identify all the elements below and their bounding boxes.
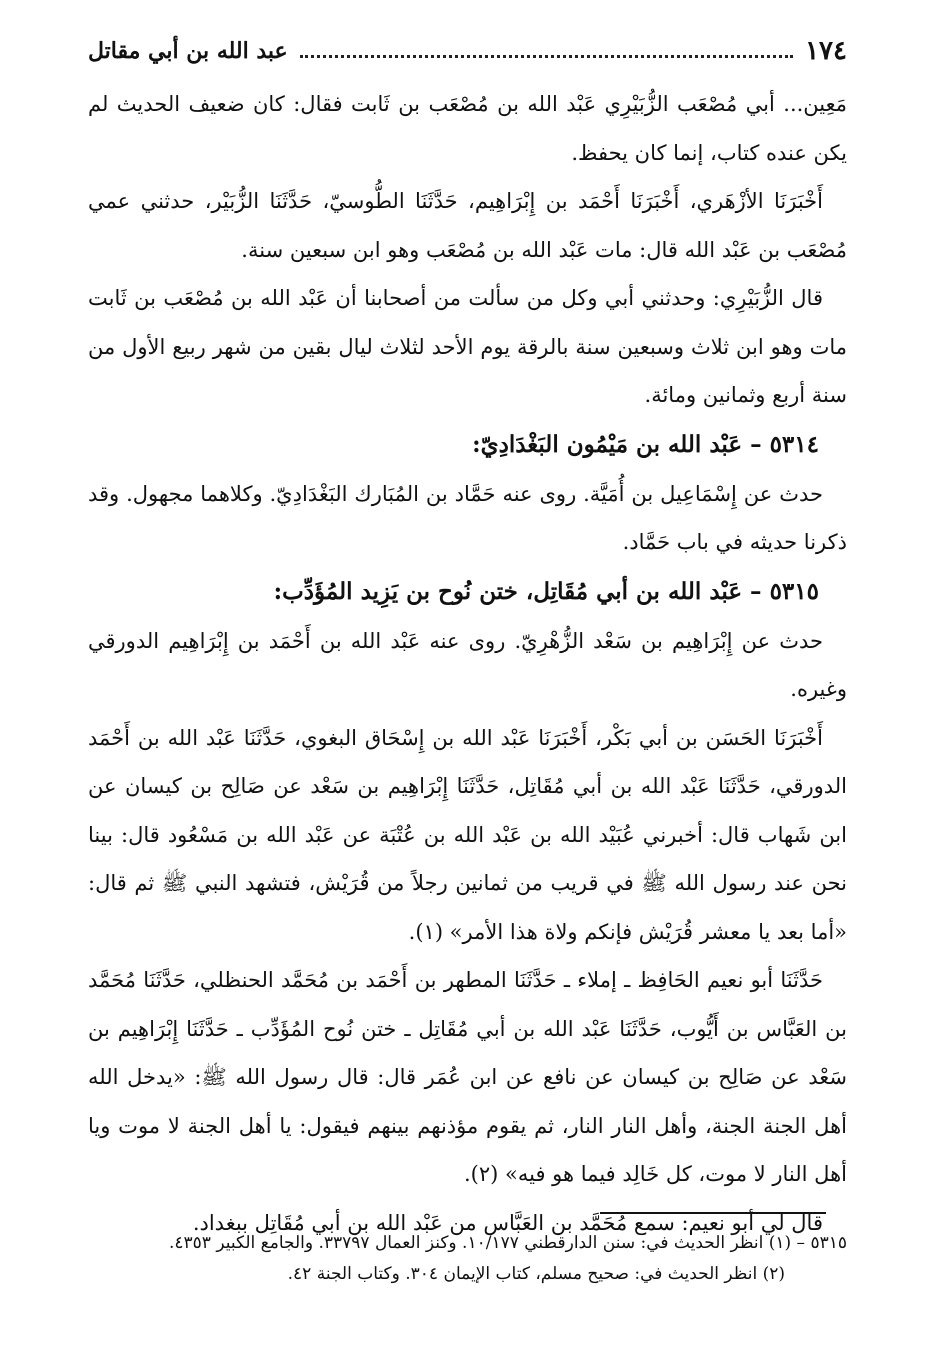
paragraph-5: حدث عن إِبْرَاهِيم بن سَعْد الزُّهْرِيّ. روى عنه عَبْد الله بن أَحْمَد بن إِبْرَاهِيم الدورقي وغيره.: [88, 628, 847, 701]
footnote-2: (٢) انظر الحديث في: صحيح مسلم، كتاب الإيمان ٣٠٤. وكتاب الجنة ٤٢.: [287, 1264, 785, 1284]
footnotes: [88, 1228, 847, 1290]
paragraph-1: مَعِين... أبي مُصْعَب الزُّبَيْرِي عَبْد الله بن مُصْعَب بن ثَابت فقال: كان ضعيف الحديث لم يكن عنده كتاب، إنما كان يحفظ.: [88, 92, 847, 165]
entry-5315-title: ٥٣١٥ – عَبْد الله بن أبي مُقَاتِل، ختن نُوح بن يَزِيد المُؤَدِّب:: [273, 577, 819, 605]
paragraph-7: حَدَّثَنَا أبو نعيم الحَافِظ ـ إملاء ـ حَدَّثَنَا المطهر بن أَحْمَد بن مُحَمَّد الحنظلي، حَدَّثَنَا مُحَمَّد بن العَبَّاس بن أَيُّوب، حَدَّثَنَا عَبْد الله بن أبي مُقَاتِل ـ ختن نُوح المُؤَدِّب ـ حَدَّثَنَا إِبْرَاهِيم بن سَعْد عن صَالِح بن كيسان عن نافع عن ابن عُمَر قال: قال رسول الله ﷺ: «يدخل الله أهل الجنة الجنة، وأهل النار النار، ثم يقوم مؤذنهم بينهم فيقول: يا أهل الجنة لا موت ويا أهل النار لا موت، كل خَالِد فيما هو فيه» (٢).: [88, 968, 847, 1186]
entry-5314-title: ٥٣١٤ – عَبْد الله بن مَيْمُون البَغْدَادِيّ:: [472, 430, 819, 458]
header-dotted-leader: [300, 55, 793, 58]
page-number: ١٧٤: [805, 36, 847, 66]
paragraph-4: حدث عن إِسْمَاعِيل بن أُمَيَّة. روى عنه حَمَّاد بن المُبَارك البَغْدَادِيّ. وكلاهما مجهول. وقد ذكرنا حديثه في باب حَمَّاد.: [88, 481, 847, 554]
main-text: [88, 80, 847, 1247]
paragraph-3: قال الزُّبَيْرِي: وحدثني أبي وكل من سألت من أصحابنا أن عَبْد الله بن مُصْعَب بن ثَابت مات وهو ابن ثلاث وسبعين سنة بالرقة يوم الأحد لثلاث ليال بقين من شهر ربيع الأول من سنة أربع وثمانين ومائة.: [88, 286, 847, 407]
running-title: عبد الله بن أبي مقاتل: [88, 38, 288, 64]
paragraph-2: أَخْبَرَنَا الأزْهَري، أَخْبَرَنَا أَحْمَد بن إِبْرَاهِيم، حَدَّثَنَا الطُّوسيّ، حَدَّثَنَا الزُّبَيْر، حدثني عمي مُصْعَب بن عَبْد الله قال: مات عَبْد الله بن مُصْعَب وهو ابن سبعين سنة.: [88, 189, 847, 262]
paragraph-6: أَخْبَرَنَا الحَسَن بن أبي بَكْر، أَخْبَرَنَا عَبْد الله بن إِسْحَاق البغوي، حَدَّثَنَا عَبْد الله بن أَحْمَد الدورقي، حَدَّثَنَا عَبْد الله بن أبي مُقَاتِل، حَدَّثَنَا إِبْرَاهِيم بن سَعْد عن صَالِح بن كيسان عن ابن شَهاب قال: أخبرني عُبَيْد الله بن عَبْد الله بن عُتْبَة عن عَبْد الله بن مَسْعُود قال: بينا نحن عند رسول الله ﷺ في قريب من ثمانين رجلاً من قُرَيْش، فتشهد النبي ﷺ ثم قال: «أما بعد يا معشر قُرَيْش فإنكم ولاة هذا الأمر» (١).: [88, 725, 847, 944]
footnote-separator: [600, 1212, 826, 1214]
page-header: [88, 30, 847, 72]
footnote-1: ٥٣١٥ – (١) انظر الحديث في: سنن الدارقطني ١٠/١٧٧. وكنز العمال ٣٣٧٩٧. والجامع الكبير ٤٣٥٣.: [168, 1233, 847, 1253]
paragraph-8: قال لي أبو نعيم: سمع مُحَمَّد بن العَبَّاس من عَبْد الله بن أبي مُقَاتِل ببغداد.: [192, 1210, 823, 1235]
